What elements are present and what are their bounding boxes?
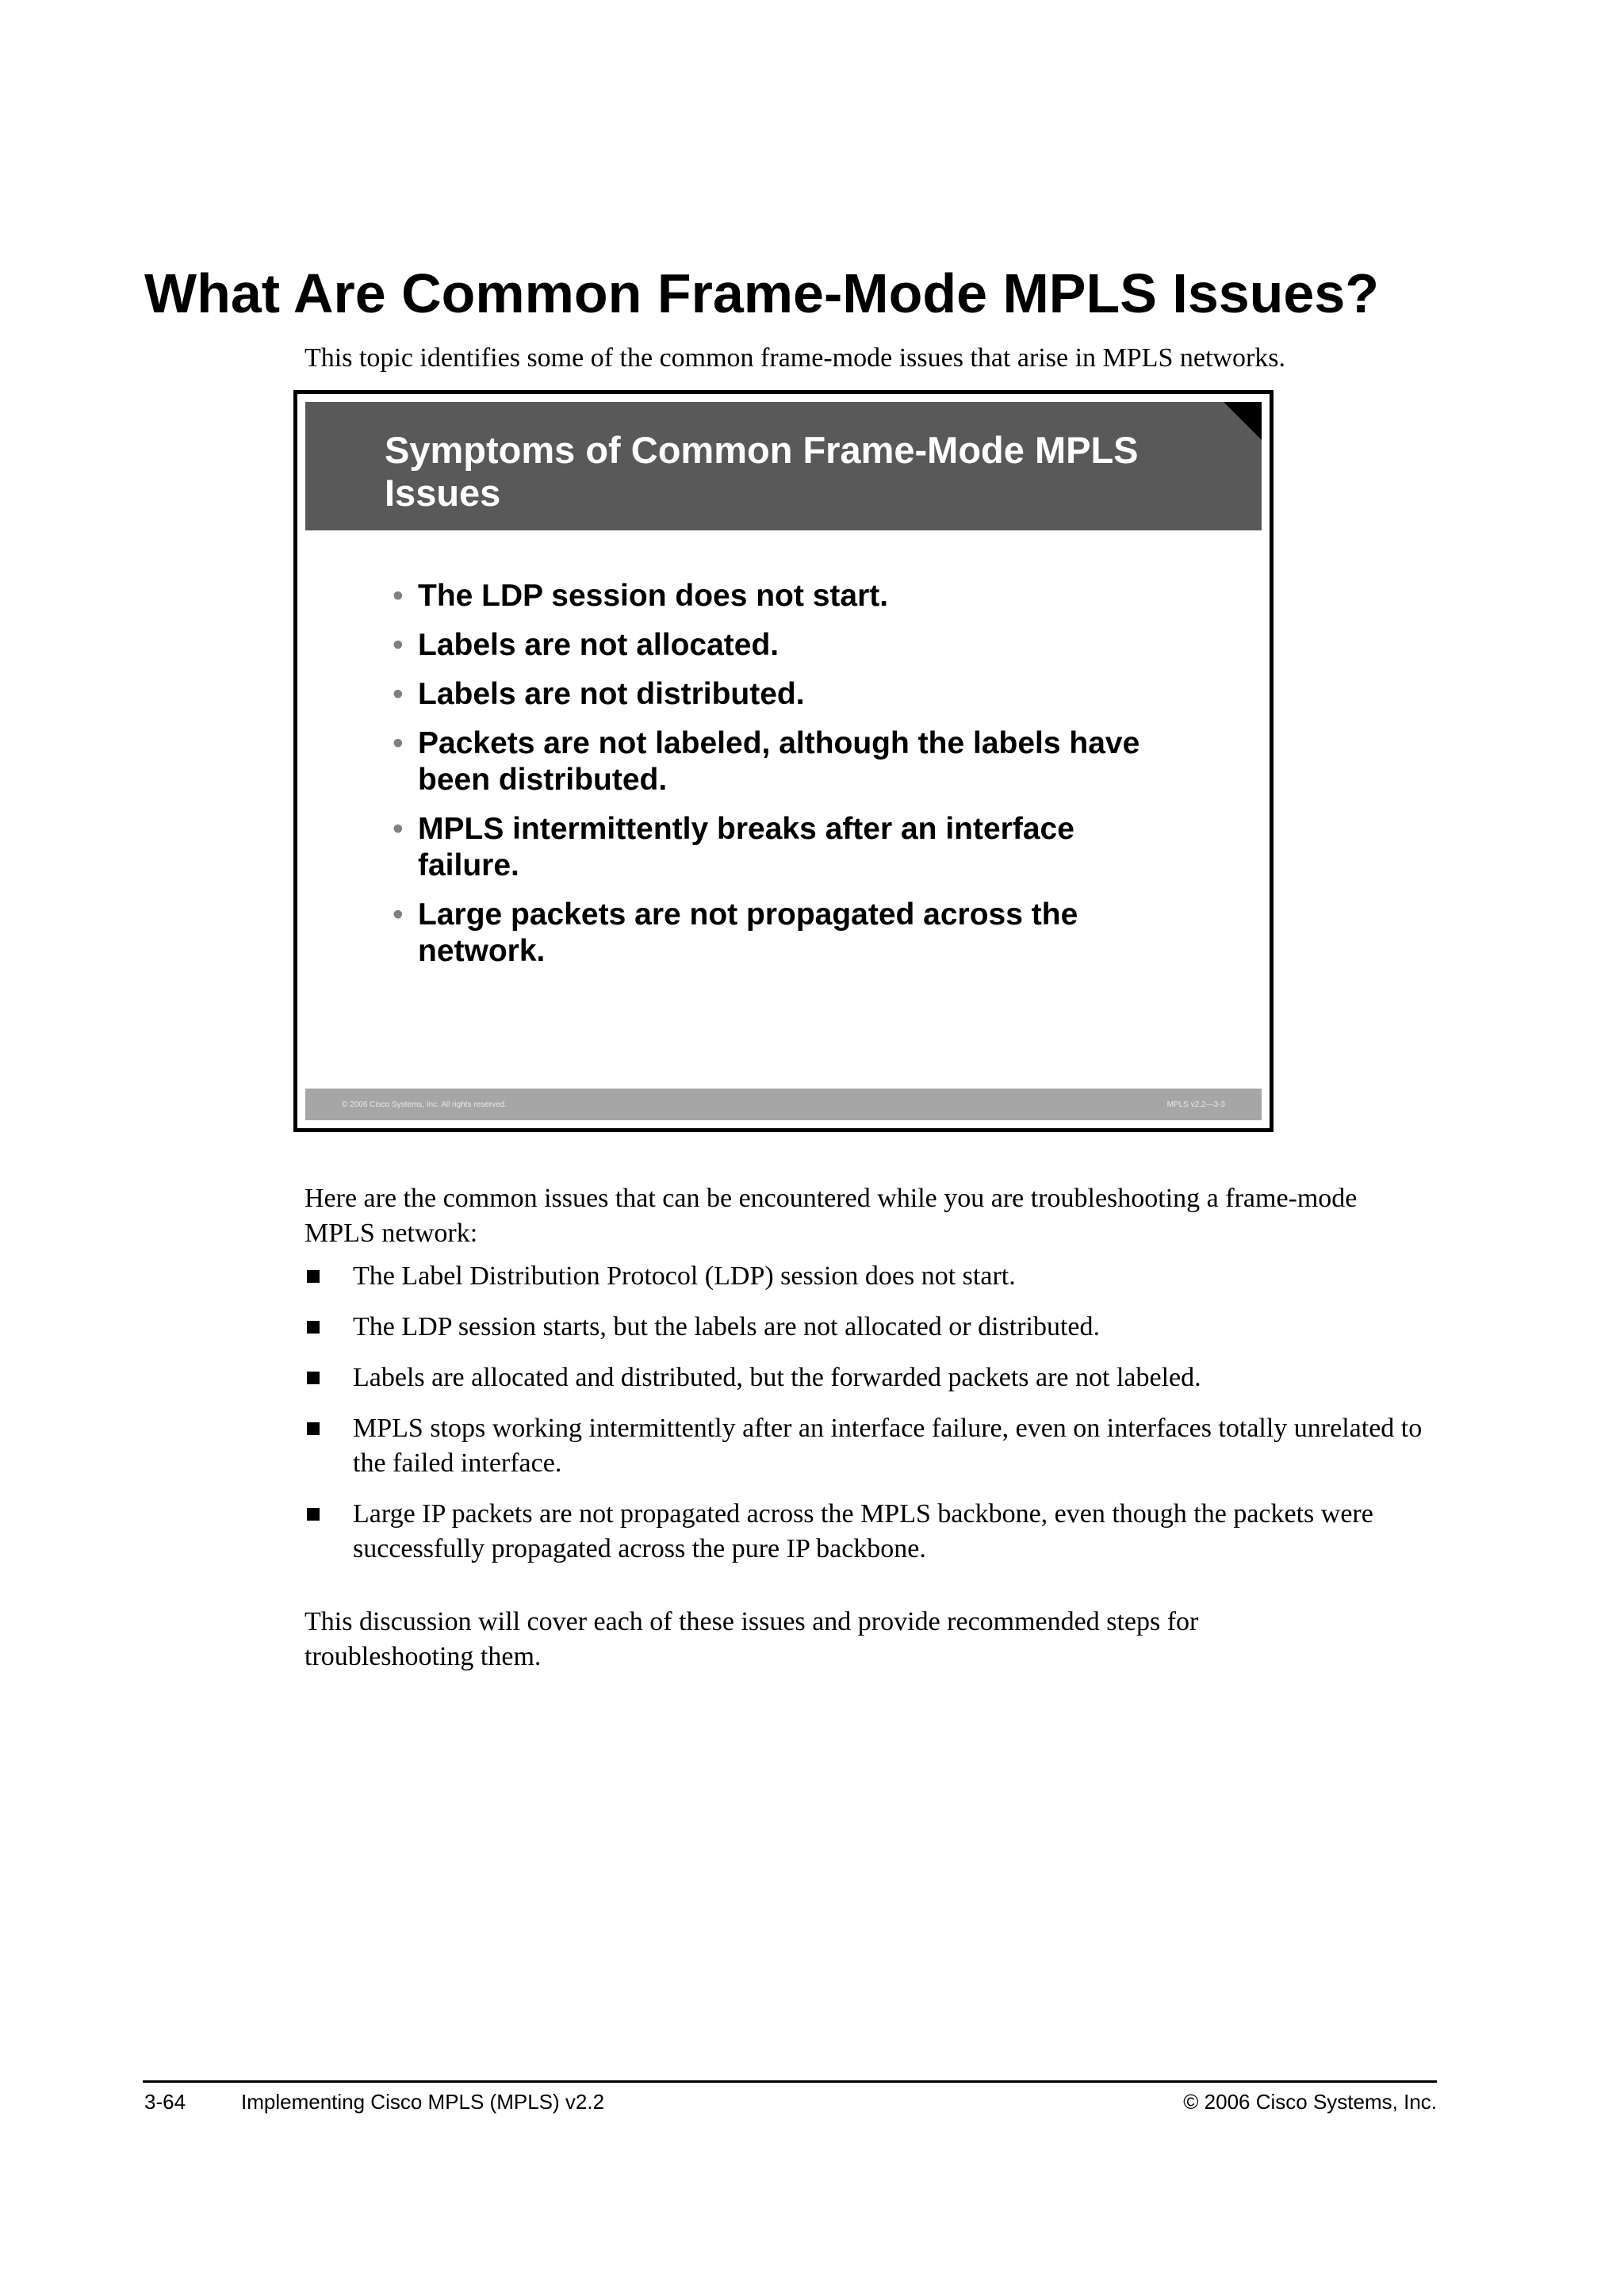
list-item: The Label Distribution Protocol (LDP) session does not start.	[304, 1259, 1423, 1294]
bullet-dot-icon: •	[393, 677, 404, 711]
intro-text: This topic identifies some of the common frame-mode issues that arise in MPLS networks.	[304, 343, 1285, 373]
square-bullet-icon	[307, 1321, 320, 1334]
slide-footer-version: MPLS v2.2—3-3	[1166, 1100, 1225, 1109]
square-bullet-icon	[307, 1372, 320, 1384]
footer-divider	[143, 2080, 1437, 2083]
closing-paragraph: This discussion will cover each of these issues and provide recommended steps for troubleshooting them.	[304, 1607, 1199, 1671]
slide-bullet: • The LDP session does not start.	[393, 579, 889, 613]
bullet-dot-icon: •	[393, 628, 404, 662]
square-bullet-icon	[307, 1508, 320, 1521]
bullet-dot-icon: •	[393, 897, 404, 932]
slide-bullet: • Large packets are not propagated across the network.	[393, 897, 1078, 968]
list-item: MPLS stops working intermittently after an interface failure, even on interfaces totally unrelated to the failed interface.	[304, 1411, 1423, 1481]
page-title: What Are Common Frame-Mode MPLS Issues?	[144, 262, 1380, 324]
slide-bullet-list	[393, 578, 1185, 982]
square-bullet-icon	[307, 1270, 320, 1283]
bullet-dot-icon: •	[393, 579, 404, 613]
footer-course-title: Implementing Cisco MPLS (MPLS) v2.2	[241, 2090, 605, 2114]
slide-bullet: • MPLS intermittently breaks after an interface failure.	[393, 812, 1074, 882]
footer-copyright: © 2006 Cisco Systems, Inc.	[1183, 2090, 1437, 2114]
square-bullet-icon	[307, 1422, 320, 1435]
slide-corner-triangle	[1224, 402, 1262, 440]
slide-header	[305, 402, 1262, 530]
list-item: Labels are allocated and distributed, but the forwarded packets are not labeled.	[304, 1360, 1423, 1395]
issue-list	[304, 1259, 1423, 1582]
slide-title: Symptoms of Common Frame-Mode MPLS Issues	[385, 429, 1139, 514]
slide-bullet: • Labels are not allocated.	[393, 628, 779, 662]
bullet-dot-icon: •	[393, 726, 404, 760]
list-item: The LDP session starts, but the labels are not allocated or distributed.	[304, 1310, 1423, 1345]
slide-footer-copyright: © 2006 Cisco Systems, Inc. All rights reserved.	[342, 1100, 508, 1109]
lead-paragraph: Here are the common issues that can be encountered while you are troubleshooting a frame-mode MPLS network:	[304, 1184, 1358, 1248]
bullet-dot-icon: •	[393, 812, 404, 846]
slide-footer	[305, 1089, 1262, 1120]
slide-image	[293, 390, 1274, 1132]
slide-bullet: • Labels are not distributed.	[393, 677, 805, 711]
footer-page-number: 3-64	[144, 2090, 186, 2114]
slide-bullet: • Packets are not labeled, although the labels have been distributed.	[393, 726, 1140, 797]
list-item: Large IP packets are not propagated across the MPLS backbone, even though the packets were successfully propagated across the pure IP backbone.	[304, 1497, 1423, 1567]
